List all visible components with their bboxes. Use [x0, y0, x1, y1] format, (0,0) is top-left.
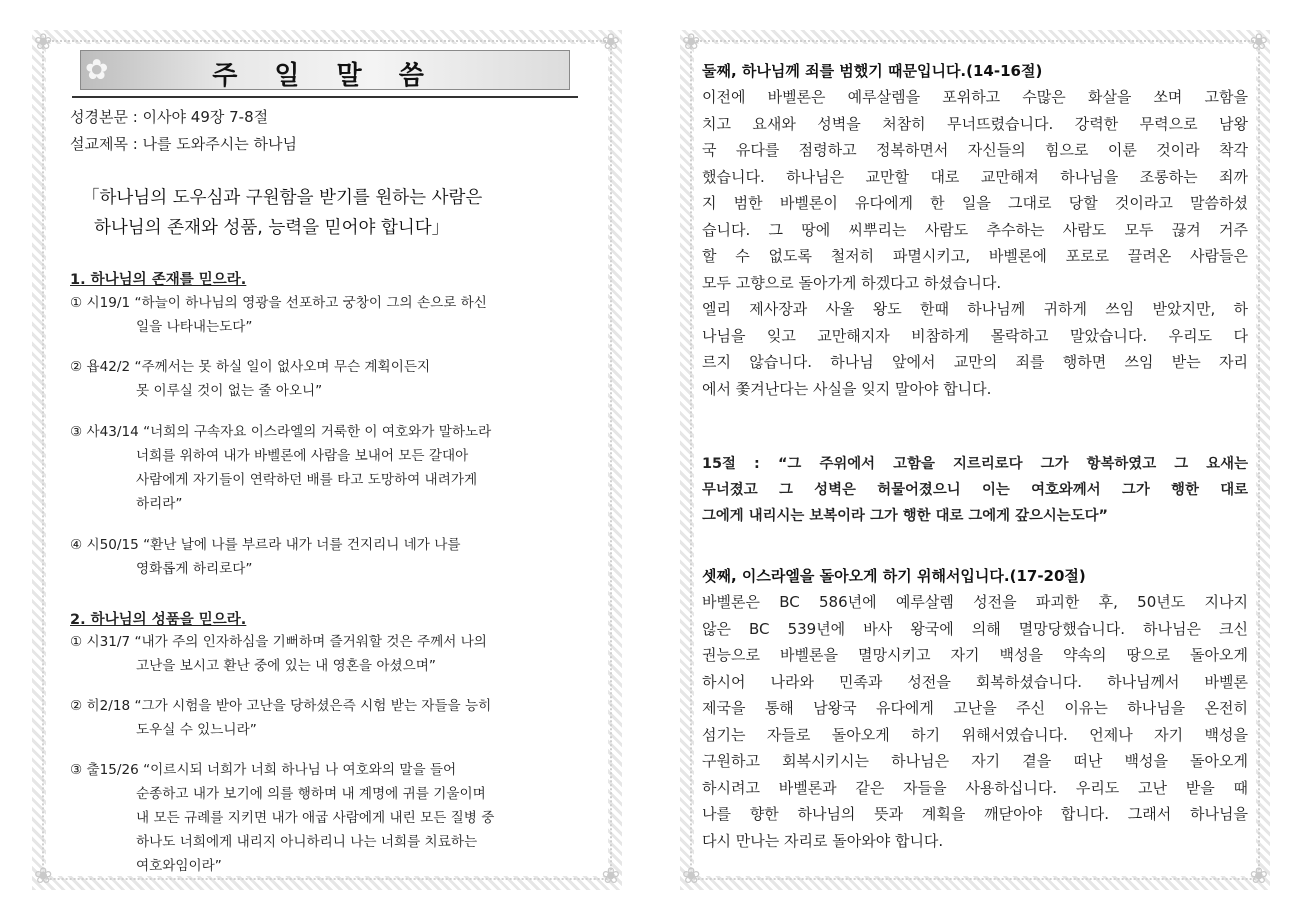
text-line: 이전에 바벨론은 예루살렘을 포위하고 수많은 화살을 쏘며 고함을 — [702, 88, 1248, 106]
flower-ornament-icon: ❀ — [601, 864, 620, 889]
page-title: 주 일 말 씀 — [212, 61, 438, 91]
text-line: 에서 쫓겨난다는 사실을 잊지 말아야 합니다. — [702, 379, 992, 398]
scripture-reference: 성경본문 : 이사야 49장 7-8절 — [70, 108, 269, 126]
flower-ornament-icon: ❀ — [682, 864, 701, 889]
text-line: 구원하고 회복시키시는 하나님은 자기 곁을 떠난 백성을 돌아오게 — [702, 752, 1248, 770]
text-line: 섬기는 자들로 돌아오게 하기 위해서였습니다. 언제나 자기 백성을 — [702, 725, 1248, 744]
text-line: 않은 BC 539년에 바사 왕국에 의해 멸망당했습니다. 하나님은 크신 — [702, 619, 1248, 638]
right-page — [680, 30, 1270, 890]
text-line: 하시려고 바벨론과 같은 자들을 사용하십니다. 우리도 고난 받을 때 — [702, 778, 1248, 797]
verse-item — [70, 694, 600, 742]
verse-line: 영화롭게 하리로다” — [136, 561, 253, 577]
text-line: 모두 고향으로 돌아가게 하겠다고 하셨습니다. — [702, 273, 1002, 292]
section2-heading: 2. 하나님의 성품을 믿으라. — [70, 612, 247, 628]
verse-line: 못 이루실 것이 없는 줄 아오니” — [136, 383, 323, 399]
section1-heading: 1. 하나님의 존재를 믿으라. — [70, 272, 247, 288]
text-line: 엘리 제사장과 사울 왕도 한때 하나님께 귀하게 쓰임 받았지만, 하 — [702, 300, 1248, 318]
point3-paragraph — [702, 589, 1248, 854]
verse-line: ① 시19/1 “하늘이 하나님의 영광을 선포하고 궁창이 그의 손으로 하신 — [70, 295, 487, 311]
text-line: 하시어 나라와 민족과 성전을 회복하셨습니다. 하나님께서 바벨론 — [702, 672, 1248, 691]
text-line: 다시 만나는 자리로 돌아와야 합니다. — [702, 831, 944, 850]
verse-line: 너희를 위하여 내가 바벨론에 사람을 보내어 모든 갈대아 — [136, 448, 469, 464]
title-underline — [72, 96, 578, 98]
text-line: 르지 않습니다. 하나님 앞에서 교만의 죄를 행하면 쓰임 받는 자리 — [702, 353, 1248, 371]
point2-paragraph2 — [702, 296, 1248, 402]
flower-ornament-icon: ❀ — [34, 30, 53, 55]
flower-ornament-icon: ❀ — [682, 30, 701, 55]
verse-line: 고난을 보시고 환난 중에 있는 내 영혼을 아셨으며” — [136, 658, 436, 674]
verse-line: ② 히2/18 “그가 시험을 받아 고난을 당하셨은즉 시험 받는 자들을 능히 — [70, 698, 492, 714]
text-line: 제국을 통해 남왕국 유다에게 고난을 주신 이유는 하나님을 온전히 — [702, 699, 1248, 717]
key-quote-line2: 하나님의 존재와 성품, 능력을 믿어야 합니다」 — [94, 218, 450, 238]
text-line: 나님을 잊고 교만해지자 비참하게 몰락하고 말았습니다. 우리도 다 — [702, 326, 1248, 345]
verse-item — [70, 533, 600, 581]
flower-ornament-icon: ❀ — [1249, 30, 1268, 55]
text-line: 15절 : “그 주위에서 고함을 지르리로다 그가 항복하였고 그 요새는 — [702, 456, 1248, 472]
text-line: 나를 향한 하나님의 뜻과 계획을 깨닫아야 합니다. 그래서 하나님을 — [702, 805, 1248, 823]
verse-item — [70, 291, 600, 339]
left-page — [32, 30, 622, 890]
text-line: 지 범한 바벨론이 유다에게 한 일을 그대로 당할 것이라고 말씀하셨 — [702, 194, 1248, 212]
verse-line: 사람에게 자기들이 연락하던 배를 타고 도망하여 내려가게 — [136, 472, 478, 488]
verse-line: 일을 나타내는도다” — [136, 319, 253, 335]
text-line: 권능으로 바벨론을 멸망시키고 자기 백성을 약속의 땅으로 돌아오게 — [702, 646, 1248, 664]
key-quote-line1: 「하나님의 도우심과 구원함을 받기를 원하는 사람은 — [82, 188, 483, 208]
text-line: 습니다. 그 땅에 씨뿌리는 사람도 추수하는 사람도 모두 끊겨 거주 — [702, 220, 1248, 239]
flower-ornament-icon: ❀ — [601, 30, 620, 55]
point3-heading: 셋째, 이스라엘을 돌아오게 하기 위해서입니다.(17-20절) — [702, 567, 1086, 585]
verse-line: ③ 출15/26 “이르시되 너희가 너희 하나님 나 여호와의 말을 들어 — [70, 762, 457, 778]
verse-line: 여호와임이라” — [136, 858, 222, 874]
verse-line: 순종하고 내가 보기에 의를 행하며 내 계명에 귀를 기울이며 — [136, 786, 486, 802]
text-line: 할 수 없도록 철저히 파멸시키고, 바벨론에 포로로 끌려온 사람들은 — [702, 247, 1248, 265]
verse-line: ① 시31/7 “내가 주의 인자하심을 기뻐하며 즐거워할 것은 주께서 나의 — [70, 634, 487, 650]
text-line: 무너졌고 그 성벽은 허물어졌으니 이는 여호와께서 그가 행한 대로 — [702, 482, 1248, 498]
verse-line: ② 욥42/2 “주께서는 못 하실 일이 없사오며 무슨 계획이든지 — [70, 359, 431, 375]
verse-line: 내 모든 규례를 지키면 내가 애굽 사람에게 내린 모든 질병 중 — [136, 810, 495, 826]
text-line: 그에게 내리시는 보복이라 그가 행한 대로 그에게 갚으시는도다” — [702, 508, 1108, 524]
point2-heading: 둘째, 하나님께 죄를 범했기 때문입니다.(14-16절) — [702, 62, 1043, 80]
title-banner — [80, 50, 570, 90]
verse-line: 하리라” — [136, 496, 183, 512]
flower-ornament-icon: ❀ — [34, 864, 53, 889]
verse-item — [70, 630, 600, 678]
verse-line: ④ 시50/15 “환난 날에 나를 부르라 내가 너를 건지리니 네가 나를 — [70, 537, 461, 553]
verse-item — [70, 758, 600, 878]
point2-paragraph1 — [702, 84, 1248, 296]
verse-line: 하나도 너희에게 내리지 아니하리니 나는 너희를 치료하는 — [136, 834, 478, 850]
verse-line: 도우실 수 있느니라” — [136, 722, 257, 738]
verse-item — [70, 355, 600, 403]
verse-line: ③ 사43/14 “너희의 구속자요 이스라엘의 거룩한 이 여호와가 말하노라 — [70, 424, 492, 440]
sermon-title: 설교제목 : 나를 도와주시는 하나님 — [70, 135, 297, 153]
text-line: 했습니다. 하나님은 교만할 대로 교만해져 하나님을 조롱하는 죄까 — [702, 167, 1248, 186]
text-line: 바벨론은 BC 586년에 예루살렘 성전을 파괴한 후, 50년도 지나지 — [702, 593, 1248, 611]
right-content — [702, 30, 1246, 890]
flower-ornament-icon: ❀ — [1249, 864, 1268, 889]
text-line: 치고 요새와 성벽을 처참히 무너뜨렸습니다. 강력한 무력으로 남왕 — [702, 114, 1248, 133]
daisy-icon: ✿ — [85, 53, 109, 86]
verse15-quote — [702, 451, 1248, 529]
left-content — [68, 30, 606, 890]
verse-item — [70, 420, 600, 516]
text-line: 국 유다를 점령하고 정복하면서 자신들의 힘으로 이룬 것이라 착각 — [702, 141, 1248, 159]
